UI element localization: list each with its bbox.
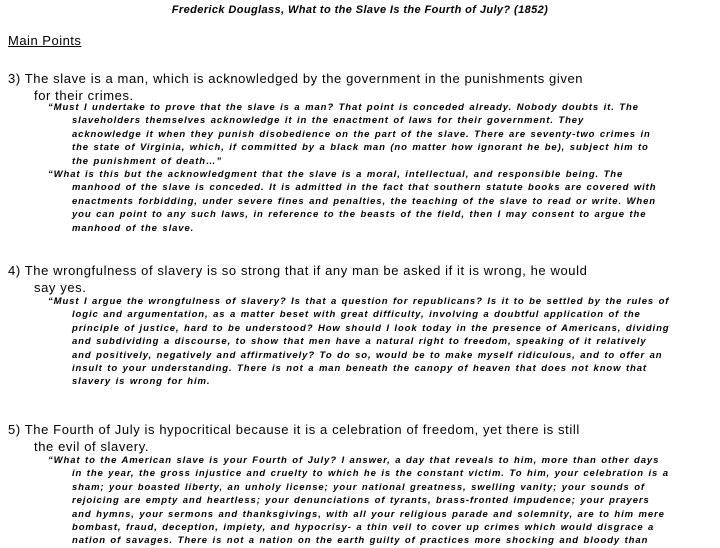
quote-line: sham; your boasted liberty, an unholy license; your national greatness, swelling vanity; your sounds of [72, 481, 645, 493]
main-point-3 [8, 70, 714, 104]
quote-line: and positively, negatively and affirmatively? To do so, would be to make myself ridiculous, and to offer an [72, 349, 663, 361]
quote-line: principle of justice, hard to be understood? How should I look today in the presence of Americans, dividing [72, 322, 670, 334]
section-heading: Main Points [8, 33, 82, 48]
point-text-line1: 3) The slave is a man, which is acknowledged by the government in the punishments given [8, 71, 584, 86]
quote-line: and hymns, your sermons and thanksgivings, with all your religious parade and solemnity, are to him mere [72, 508, 665, 520]
point-text-line1: 5) The Fourth of July is hypocritical because it is a celebration of freedom, yet there is still [8, 422, 580, 437]
document-title: Frederick Douglass, What to the Slave Is the Fourth of July? (1852) [171, 4, 549, 16]
quote-line: acknowledge it when they punish disobedience on the part of the slave. There are seventy-two crimes in [72, 128, 651, 140]
quote-line: manhood of the slave. [72, 222, 195, 234]
quote-line: nation of savages. There is not a nation on the earth guilty of practices more shocking and bloody than [72, 535, 649, 547]
quote-line: “Must I undertake to prove that the slave is a man? That point is conceded already. Nobody doubts it. The [48, 102, 639, 113]
point-text-line2: for their crimes. [34, 88, 134, 103]
point-text-line2: the evil of slavery. [34, 439, 150, 454]
quote-line: rejoicing are empty and heartless; your denunciations of tyrants, brass-fronted impudence; your prayers [72, 495, 650, 507]
quote-line: you can point to any such laws, in reference to the beasts of the field, then I may consent to argue the [72, 209, 647, 221]
main-point-4 [8, 262, 714, 296]
quote-block-5 [48, 454, 710, 548]
quote-line: in the year, the gross injustice and cruelty to which he is the constant victim. To him, your celebration is a [72, 468, 669, 480]
quote-line: the state of Virginia, which, if committed by a black man (no matter how ignorant he be), subject him to [72, 142, 649, 154]
quote-line: manhood of the slave is conceded. It is admitted in the fact that southern statute books are covered with [72, 182, 657, 194]
quote-line: slavery is wrong for him. [72, 376, 211, 388]
point-text-line2: say yes. [34, 280, 87, 295]
quote-line: insult to your understanding. There is not a man beneath the canopy of heaven that does not know that [72, 363, 647, 375]
main-point-5 [8, 421, 714, 455]
quote-line: enactments forbidding, under severe fines and penalties, the teaching of the slave to read or write. When [72, 195, 657, 207]
point-text-line1: 4) The wrongfulness of slavery is so strong that if any man be asked if it is wrong, he would [8, 263, 588, 278]
quote-line: “What to the American slave is your Fourth of July? I answer, a day that reveals to him, more than other days [48, 455, 660, 466]
quote-block-3 [48, 101, 710, 235]
quote-line: “Must I argue the wrongfulness of slavery? Is that a question for republicans? Is it to be settled by the rules of [48, 296, 670, 307]
quote-line: the punishment of death…” [72, 155, 223, 167]
quote-line: logic and argumentation, as a matter beset with great difficulty, involving a doubtful application of the [72, 309, 641, 321]
quote-line: “What is this but the acknowledgment that the slave is a moral, intellectual, and responsible being. The [48, 169, 624, 181]
quote-line: and subdividing a discourse, to show that men have a natural right to freedom, speaking of it relatively [72, 336, 647, 348]
quote-block-4 [48, 295, 710, 389]
quote-line: slaveholders themselves acknowledge it in the enactment of laws for their government. They [72, 115, 585, 127]
quote-line: bombast, fraud, deception, impiety, and hypocrisy- a thin veil to cover up crimes which would disgrace a [72, 522, 655, 534]
